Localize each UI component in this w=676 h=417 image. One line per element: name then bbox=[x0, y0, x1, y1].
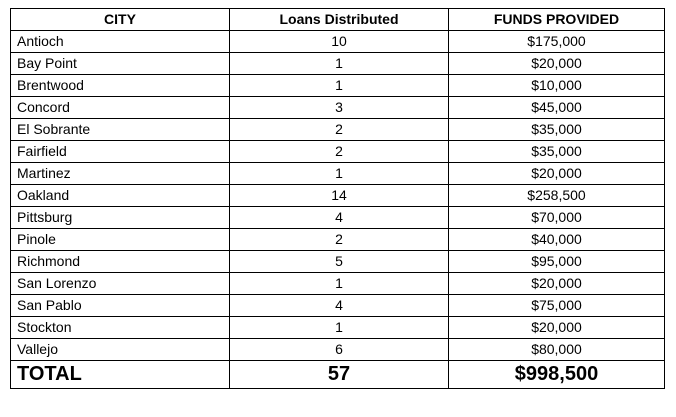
total-loans: 57 bbox=[230, 361, 449, 389]
header-loans: Loans Distributed bbox=[230, 9, 449, 31]
loans-cell: 1 bbox=[230, 163, 449, 185]
table-row bbox=[11, 141, 665, 163]
loans-cell: 10 bbox=[230, 31, 449, 53]
loans-cell: 1 bbox=[230, 53, 449, 75]
city-cell: Vallejo bbox=[11, 339, 230, 361]
city-cell: San Pablo bbox=[11, 295, 230, 317]
table-row bbox=[11, 75, 665, 97]
header-city: CITY bbox=[11, 9, 230, 31]
city-cell: Martinez bbox=[11, 163, 230, 185]
city-cell: El Sobrante bbox=[11, 119, 230, 141]
table-body bbox=[11, 31, 665, 361]
funds-cell: $20,000 bbox=[449, 273, 665, 295]
loans-cell: 5 bbox=[230, 251, 449, 273]
funds-cell: $20,000 bbox=[449, 317, 665, 339]
loans-table bbox=[10, 8, 665, 389]
loans-cell: 2 bbox=[230, 119, 449, 141]
table-row bbox=[11, 339, 665, 361]
loans-cell: 1 bbox=[230, 75, 449, 97]
funds-cell: $258,500 bbox=[449, 185, 665, 207]
funds-cell: $20,000 bbox=[449, 53, 665, 75]
table-row bbox=[11, 273, 665, 295]
loans-cell: 4 bbox=[230, 207, 449, 229]
city-cell: Oakland bbox=[11, 185, 230, 207]
loans-cell: 3 bbox=[230, 97, 449, 119]
city-cell: Pinole bbox=[11, 229, 230, 251]
loans-cell: 4 bbox=[230, 295, 449, 317]
loans-cell: 1 bbox=[230, 317, 449, 339]
total-funds: $998,500 bbox=[449, 361, 665, 389]
city-cell: Antioch bbox=[11, 31, 230, 53]
table-row bbox=[11, 119, 665, 141]
funds-cell: $45,000 bbox=[449, 97, 665, 119]
city-cell: San Lorenzo bbox=[11, 273, 230, 295]
city-cell: Fairfield bbox=[11, 141, 230, 163]
table-row bbox=[11, 97, 665, 119]
header-funds: FUNDS PROVIDED bbox=[449, 9, 665, 31]
funds-cell: $35,000 bbox=[449, 141, 665, 163]
table-row bbox=[11, 295, 665, 317]
table-row bbox=[11, 229, 665, 251]
total-label: TOTAL bbox=[11, 361, 230, 389]
funds-cell: $95,000 bbox=[449, 251, 665, 273]
table-row bbox=[11, 31, 665, 53]
funds-cell: $175,000 bbox=[449, 31, 665, 53]
table-row bbox=[11, 251, 665, 273]
funds-cell: $20,000 bbox=[449, 163, 665, 185]
city-cell: Concord bbox=[11, 97, 230, 119]
table-row bbox=[11, 53, 665, 75]
city-cell: Stockton bbox=[11, 317, 230, 339]
loans-cell: 14 bbox=[230, 185, 449, 207]
city-cell: Bay Point bbox=[11, 53, 230, 75]
loans-cell: 1 bbox=[230, 273, 449, 295]
header-row bbox=[11, 9, 665, 31]
total-row bbox=[11, 361, 665, 389]
table-row bbox=[11, 163, 665, 185]
city-cell: Pittsburg bbox=[11, 207, 230, 229]
city-cell: Richmond bbox=[11, 251, 230, 273]
funds-cell: $10,000 bbox=[449, 75, 665, 97]
funds-cell: $35,000 bbox=[449, 119, 665, 141]
funds-cell: $40,000 bbox=[449, 229, 665, 251]
loans-cell: 6 bbox=[230, 339, 449, 361]
funds-cell: $70,000 bbox=[449, 207, 665, 229]
loans-cell: 2 bbox=[230, 229, 449, 251]
table-row bbox=[11, 317, 665, 339]
table-row bbox=[11, 185, 665, 207]
loans-cell: 2 bbox=[230, 141, 449, 163]
city-cell: Brentwood bbox=[11, 75, 230, 97]
funds-cell: $80,000 bbox=[449, 339, 665, 361]
table-row bbox=[11, 207, 665, 229]
funds-cell: $75,000 bbox=[449, 295, 665, 317]
